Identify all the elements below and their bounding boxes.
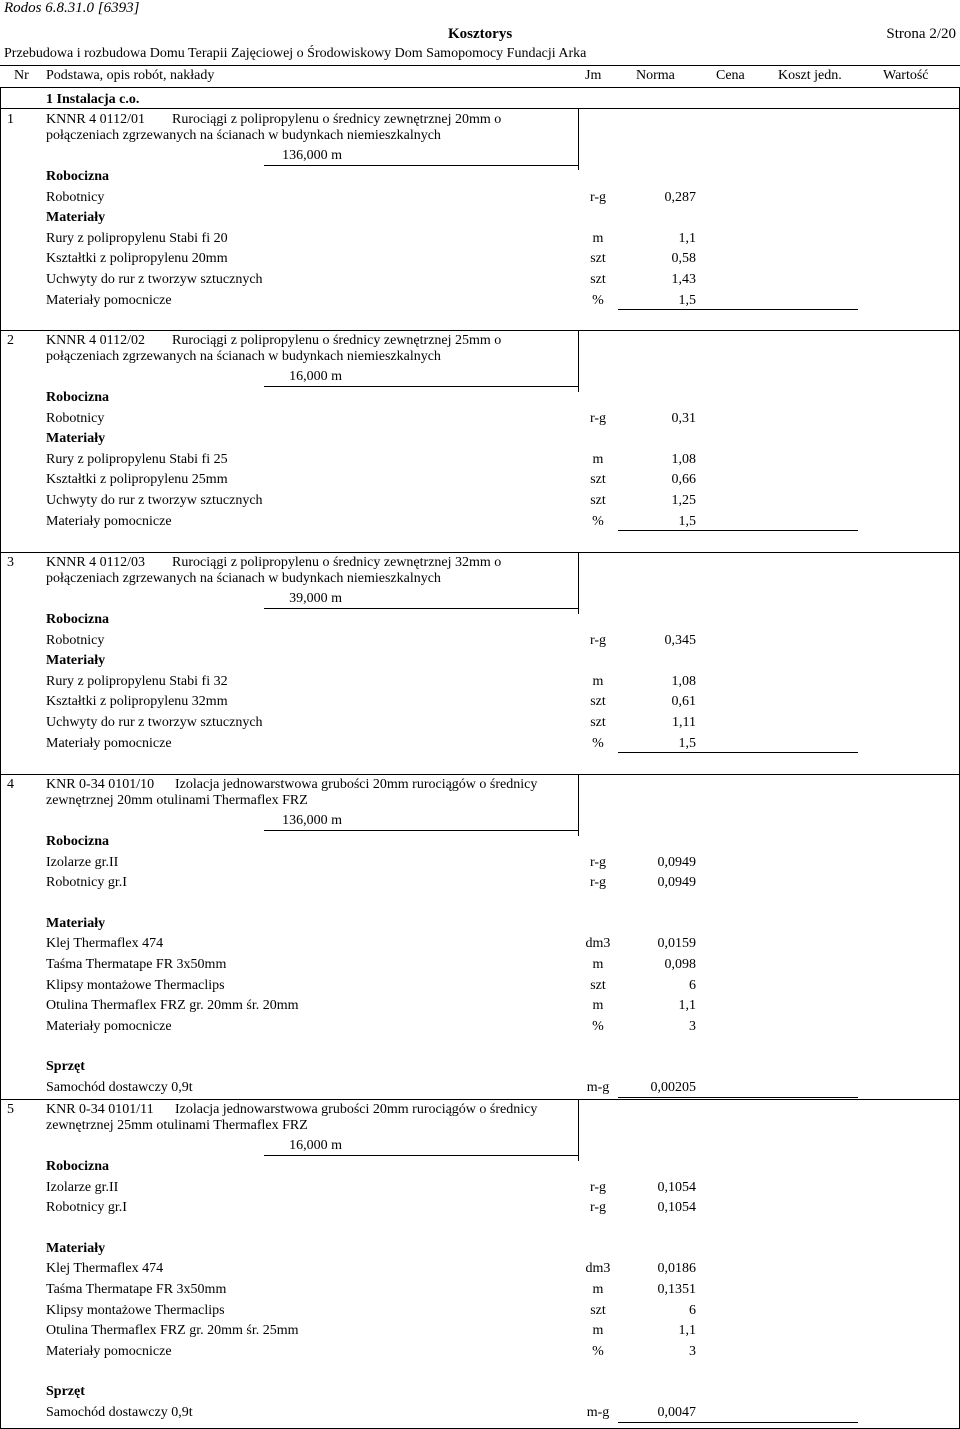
resource-norma: 3 [689, 1343, 696, 1359]
resource-name: Materiały pomocnicze [46, 1343, 172, 1359]
resource-unit: m [592, 1282, 604, 1297]
position-top-rule [0, 1099, 960, 1100]
norma-bottom-rule [618, 1422, 858, 1423]
resource-name: Kształtki z polipropylenu 32mm [46, 694, 228, 710]
position-divider [578, 108, 579, 170]
position-divider [578, 552, 579, 614]
group-label-robocizna: Robocizna [46, 834, 109, 849]
resource-unit: m [592, 1323, 604, 1339]
position-desc-line2: połączeniach zgrzewanych na ścianach w budynkach niemieszkalnych [46, 349, 441, 364]
resource-norma: 0,1054 [657, 1200, 696, 1216]
resource-unit: m [592, 451, 604, 467]
position-nr: 4 [7, 777, 14, 792]
position-quantity: 39,000 m [289, 591, 342, 606]
group-label-sprzęt: Sprzęt [46, 1384, 85, 1400]
col-header-nr: Nr [14, 68, 29, 83]
position-under-qty [264, 608, 579, 609]
group-label-robocizna: Robocizna [46, 612, 109, 627]
position-quantity: 136,000 m [282, 148, 342, 163]
app-title: Rodos 6.8.31.0 [6393] [4, 0, 140, 16]
position-nr: 3 [7, 555, 14, 570]
position-under-qty [264, 165, 579, 166]
resource-norma: 1,08 [671, 673, 696, 689]
group-label-robocizna: Robocizna [46, 1159, 109, 1174]
resource-norma: 0,61 [671, 694, 696, 710]
position-desc-line1: Rurociągi z polipropylenu o średnicy zewnętrznej 32mm o [172, 555, 502, 570]
resource-norma: 0,0949 [657, 875, 696, 891]
resource-unit: % [592, 292, 604, 308]
resource-unit: m [592, 957, 604, 972]
resource-name: Otulina Thermaflex FRZ gr. 20mm śr. 25mm [46, 1323, 299, 1339]
position-desc-line1: Izolacja jednowarstwowa grubości 20mm rurociągów o średnicy [175, 777, 538, 792]
document-title: Kosztorys [448, 26, 513, 42]
resource-norma: 0,0949 [657, 854, 696, 870]
resource-name: Uchwyty do rur z tworzyw sztucznych [46, 272, 263, 287]
resource-name: Materiały pomocnicze [46, 1018, 172, 1034]
resource-norma: 6 [689, 977, 696, 993]
resource-unit: m [592, 230, 604, 246]
position-basis: KNNR 4 0112/02 [46, 333, 146, 348]
group-label-materiały: Materiały [46, 653, 106, 669]
resource-name: Rury z polipropylenu Stabi fi 20 [46, 230, 228, 246]
position-divider [578, 330, 579, 392]
position-top-rule [0, 774, 960, 775]
resource-norma: 1,1 [678, 230, 696, 246]
resource-norma: 0,0047 [657, 1405, 696, 1420]
resource-norma: 1,1 [678, 1323, 696, 1339]
resource-unit: szt [590, 694, 606, 710]
group-label-materiały: Materiały [46, 915, 106, 931]
resource-unit: szt [590, 472, 606, 488]
resource-name: Izolarze gr.II [46, 854, 119, 870]
resource-unit: r-g [589, 1179, 607, 1195]
resource-unit: r-g [589, 854, 607, 870]
resource-unit: r-g [589, 189, 607, 205]
resource-norma: 0,00205 [650, 1080, 696, 1095]
resource-unit: dm3 [585, 1261, 611, 1277]
resource-name: Klipsy montażowe Thermaclips [46, 1302, 225, 1318]
position-quantity: 16,000 m [289, 1138, 342, 1153]
resource-unit: szt [590, 493, 606, 508]
position-top-rule [0, 108, 960, 109]
resource-unit: szt [590, 251, 606, 267]
group-label-sprzęt: Sprzęt [46, 1059, 85, 1075]
resource-norma: 0,098 [664, 957, 696, 972]
resource-unit: r-g [589, 1200, 607, 1216]
resource-name: Samochód dostawczy 0,9t [46, 1405, 193, 1420]
resource-name: Klej Thermaflex 474 [46, 936, 164, 952]
group-label-robocizna: Robocizna [46, 390, 109, 405]
resource-unit: szt [590, 1302, 606, 1318]
position-quantity: 16,000 m [289, 369, 342, 384]
resource-name: Klej Thermaflex 474 [46, 1261, 164, 1277]
resource-norma: 1,43 [671, 272, 696, 287]
resource-norma: 1,25 [671, 493, 696, 508]
resource-name: Otulina Thermaflex FRZ gr. 20mm śr. 20mm [46, 998, 299, 1014]
resource-norma: 0,31 [671, 410, 696, 426]
resource-name: Izolarze gr.II [46, 1179, 119, 1195]
resource-norma: 1,08 [671, 451, 696, 467]
position-desc-line1: Izolacja jednowarstwowa grubości 20mm rurociągów o średnicy [175, 1102, 538, 1117]
group-label-materiały: Materiały [46, 1240, 106, 1256]
resource-name: Rury z polipropylenu Stabi fi 32 [46, 673, 228, 689]
col-header-wartosc: Wartość [883, 68, 929, 83]
norma-bottom-rule [618, 1097, 858, 1098]
resource-unit: m [592, 998, 604, 1014]
resource-name: Klipsy montażowe Thermaclips [46, 977, 225, 993]
resource-norma: 1,5 [678, 292, 696, 308]
resource-norma: 0,345 [664, 632, 696, 648]
frame-left [0, 88, 1, 1429]
resource-norma: 1,11 [672, 715, 696, 730]
resource-unit: % [592, 513, 604, 529]
resource-unit: m [592, 673, 604, 689]
page-number: Strona 2/20 [886, 26, 956, 42]
group-label-materiały: Materiały [46, 431, 106, 447]
resource-unit: m-g [586, 1405, 610, 1420]
resource-norma: 0,58 [671, 251, 696, 267]
resource-name: Uchwyty do rur z tworzyw sztucznych [46, 715, 263, 730]
position-under-qty [264, 830, 579, 831]
norma-bottom-rule [618, 309, 858, 310]
resource-name: Kształtki z polipropylenu 20mm [46, 251, 228, 267]
resource-unit: r-g [589, 875, 607, 891]
resource-name: Materiały pomocnicze [46, 292, 172, 308]
resource-norma: 1,5 [678, 513, 696, 529]
resource-unit: r-g [589, 410, 607, 426]
resource-name: Robotnicy gr.I [46, 875, 127, 891]
resource-unit: % [592, 735, 604, 751]
col-header-cena: Cena [716, 68, 745, 83]
project-title: Przebudowa i rozbudowa Domu Terapii Zajęciowej o Środowiskowy Dom Samopomocy Fundacji Arka [4, 46, 587, 61]
position-desc-line2: zewnętrznej 25mm otulinami Thermaflex FRZ [46, 1118, 308, 1133]
position-desc-line1: Rurociągi z polipropylenu o średnicy zewnętrznej 25mm o [172, 333, 502, 348]
position-nr: 1 [7, 112, 14, 127]
resource-name: Robotnicy gr.I [46, 1200, 127, 1216]
position-divider [578, 1099, 579, 1161]
group-label-materiały: Materiały [46, 210, 106, 226]
norma-bottom-rule [618, 530, 858, 531]
resource-unit: m-g [586, 1080, 610, 1095]
position-desc-line2: zewnętrznej 20mm otulinami Thermaflex FRZ [46, 793, 308, 808]
resource-unit: r-g [589, 632, 607, 648]
position-basis: KNR 0-34 0101/11 [46, 1102, 154, 1117]
resource-norma: 0,0186 [657, 1261, 696, 1277]
cost-table [0, 88, 960, 1429]
resource-norma: 0,287 [664, 189, 696, 205]
resource-name: Rury z polipropylenu Stabi fi 25 [46, 451, 228, 467]
position-quantity: 136,000 m [282, 813, 342, 828]
resource-unit: szt [590, 977, 606, 993]
group-label-robocizna: Robocizna [46, 169, 109, 184]
position-top-rule [0, 552, 960, 553]
resource-unit: % [592, 1343, 604, 1359]
resource-norma: 0,1351 [657, 1282, 696, 1297]
section-title: 1 Instalacja c.o. [46, 92, 140, 107]
resource-name: Robotnicy [46, 632, 105, 648]
resource-norma: 0,0159 [657, 936, 696, 952]
position-desc-line2: połączeniach zgrzewanych na ścianach w budynkach niemieszkalnych [46, 128, 441, 143]
resource-name: Uchwyty do rur z tworzyw sztucznych [46, 493, 263, 508]
resource-name: Samochód dostawczy 0,9t [46, 1080, 193, 1095]
position-under-qty [264, 1155, 579, 1156]
header-top-rule [0, 65, 960, 66]
resource-unit: % [592, 1018, 604, 1034]
col-header-koszt: Koszt jedn. [778, 68, 842, 83]
position-basis: KNNR 4 0112/01 [46, 112, 146, 127]
resource-norma: 0,1054 [657, 1179, 696, 1195]
resource-name: Materiały pomocnicze [46, 735, 172, 751]
resource-name: Materiały pomocnicze [46, 513, 172, 529]
resource-name: Robotnicy [46, 410, 105, 426]
resource-norma: 6 [689, 1302, 696, 1318]
resource-unit: szt [590, 715, 606, 730]
resource-norma: 0,66 [671, 472, 696, 488]
resource-norma: 1,1 [678, 998, 696, 1014]
position-nr: 2 [7, 333, 14, 348]
position-basis: KNNR 4 0112/03 [46, 555, 146, 570]
col-header-desc: Podstawa, opis robót, nakłady [46, 68, 215, 83]
resource-name: Kształtki z polipropylenu 25mm [46, 472, 228, 488]
position-top-rule [0, 330, 960, 331]
position-under-qty [264, 386, 579, 387]
resource-name: Taśma Thermatape FR 3x50mm [46, 957, 227, 972]
resource-unit: dm3 [585, 936, 611, 952]
resource-name: Robotnicy [46, 189, 105, 205]
norma-bottom-rule [618, 752, 858, 753]
position-desc-line1: Rurociągi z polipropylenu o średnicy zewnętrznej 20mm o [172, 112, 502, 127]
col-header-norma: Norma [636, 68, 675, 83]
position-divider [578, 774, 579, 836]
resource-unit: szt [590, 272, 606, 287]
resource-norma: 1,5 [678, 735, 696, 751]
position-nr: 5 [7, 1102, 14, 1117]
col-header-jm: Jm [585, 68, 602, 83]
position-desc-line2: połączeniach zgrzewanych na ścianach w budynkach niemieszkalnych [46, 571, 441, 586]
resource-norma: 3 [689, 1018, 696, 1034]
position-basis: KNR 0-34 0101/10 [46, 777, 155, 792]
resource-name: Taśma Thermatape FR 3x50mm [46, 1282, 227, 1297]
